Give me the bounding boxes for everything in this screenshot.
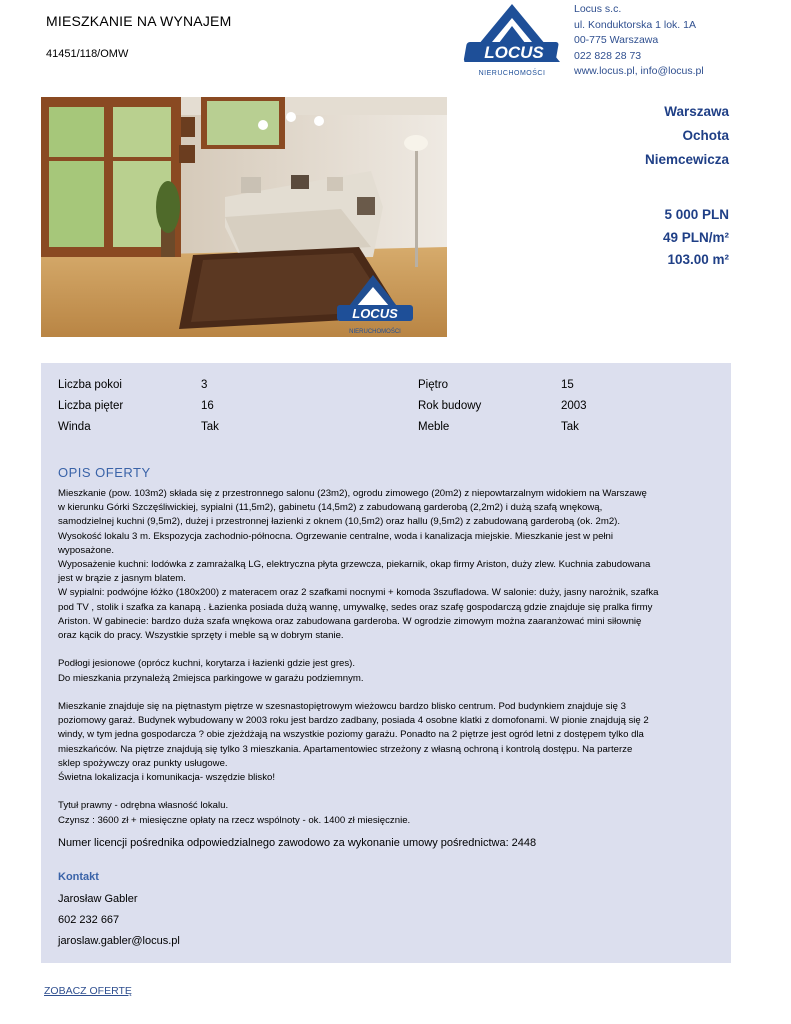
- param-value: 15: [561, 379, 574, 391]
- param-label: Liczba pokoi: [58, 379, 122, 391]
- contact-email[interactable]: jaroslaw.gabler@locus.pl: [58, 935, 180, 947]
- price-per-m2: 49 PLN/m²: [662, 229, 729, 245]
- contact-name: Jarosław Gabler: [58, 893, 138, 905]
- location-street: Niemcewicza: [644, 152, 729, 167]
- apartment-photo: [41, 97, 447, 337]
- agency-city: 00-775 Warszawa: [574, 34, 659, 46]
- agency-name: Locus s.c.: [574, 3, 622, 15]
- locus-logo: [460, 2, 564, 82]
- param-label: Winda: [58, 421, 91, 433]
- param-value: 16: [201, 400, 214, 412]
- param-value: Tak: [561, 421, 579, 433]
- param-label: Piętro: [418, 379, 449, 391]
- agency-web[interactable]: www.locus.pl, info@locus.pl: [574, 65, 704, 77]
- price-total: 5 000 PLN: [664, 207, 729, 222]
- description-paragraph: Podłogi jesionowe (oprócz kuchni, korytarza i łazienki gdzie jest gres). Do mieszkania przynależą 2miejsca parkingowe w garażu podziemnym.: [58, 658, 364, 684]
- description-heading: OPIS OFERTY: [58, 465, 151, 480]
- param-label: Liczba pięter: [58, 400, 124, 412]
- view-offer-link[interactable]: ZOBACZ OFERTĘ: [44, 985, 132, 997]
- param-label: Meble: [418, 421, 450, 433]
- price-block: [663, 204, 729, 272]
- description-paragraph: Tytuł prawny - odrębna własność lokalu. Czynsz : 3600 zł + miesięczne opłaty na rzecz wspólnoty - ok. 1400 zł miesięcznie.: [58, 800, 411, 826]
- licence-number: Numer licencji pośrednika odpowiedzialnego zawodowo za wykonanie umowy pośrednictwa: 2448: [58, 837, 537, 849]
- description-text: [58, 487, 718, 842]
- svg-text:NIERUCHOMOŚCI: NIERUCHOMOŚCI: [349, 329, 401, 335]
- location-city: Warszawa: [664, 104, 729, 119]
- area: 103.00 m²: [667, 252, 729, 267]
- description-paragraph: Mieszkanie znajduje się na piętnastym piętrze w szesnastopiętrowym wieżowcu bardzo blisko centrum. Pod budynkiem znajduje się 3 poziomowy garaż. Budynek wybudowany w 2003 roku jest bardzo zadbany, posiada 4 osobne klatki z domofonami. W pionie znajdują się 2 windy, w tym jedna gospodarcza ? obie zjeżdżają na wszystkie poziomy garażu. Ponadto na 2 piętrze jest ogród letni z dostępem tylko dla mieszkańców. Na piętrze znajdują się tylko 3 mieszkania. Apartamentowiec strzeżony z własną ochroną i kontrolą dostępu. Na parterze sklep spożywczy oraz punkty usługowe. Świetna lokalizacja i komunikacja- wszędzie blisko!: [58, 701, 649, 784]
- location-district: Ochota: [682, 128, 729, 143]
- listing-title: MIESZKANIE NA WYNAJEM: [46, 13, 232, 29]
- listing-reference: 41451/118/OMW: [46, 48, 129, 60]
- agency-phone: 022 828 28 73: [574, 49, 642, 62]
- contact-heading: Kontakt: [58, 871, 99, 883]
- contact-phone[interactable]: 602 232 667: [58, 914, 120, 926]
- param-value: Tak: [201, 421, 219, 433]
- param-value: 2003: [561, 400, 587, 412]
- param-value: 3: [201, 379, 208, 391]
- location-block: [645, 100, 729, 172]
- svg-text:LOCUS: LOCUS: [484, 43, 544, 62]
- details-panel: [41, 363, 731, 963]
- svg-text:NIERUCHOMOŚCI: NIERUCHOMOŚCI: [478, 70, 546, 77]
- param-label: Rok budowy: [418, 400, 482, 412]
- agency-street: ul. Konduktorska 1 lok. 1A: [574, 18, 696, 31]
- description-paragraph: Mieszkanie (pow. 103m2) składa się z przestronnego salonu (23m2), ogrodu zimowego (20m2) z niepowtarzalnym widokiem na Warszawę w kierunku Górki Szczęśliwickiej, sypialni (11,5m2), gabinetu (14,5m2) z zabudowaną garderobą (2,2m2) i dużą szafą wnękową, samodzielnej kuchni (9,5m2), dużej i przestronnej łazienki z oknem (10,5m2) oraz hallu (9,5m2) z zabudowaną garderobą (ok. 2m2). Wysokość lokalu 3 m. Ekspozycja zachodnio-północna. Ogrzewanie centralne, woda i kanalizacja miejskie. Mieszkanie jest w pełni wyposażone. Wyposażenie kuchni: lodówka z zamrażalką LG, elektryczna płyta grzewcza, piekarnik, okap firmy Ariston, duży zlew. Kuchnia zabudowana jest w brązie z jasnym blatem. W sypialni: podwójne łóżko (180x200) z materacem oraz 2 szafkami nocnymi + komoda 3szufladowa. W salonie: duży, jasny narożnik, szafka pod TV , stolik i szafka za kanapą . Łazienka posiada dużą wannę, umywalkę, sedes oraz szafę gospodarczą gdzie znajduje się pralka firmy Ariston. W gabinecie: bardzo duża szafa wnękowa oraz zabudowana garderoba. W ogrodzie zimowym można zaaranżować mini siłownię oraz kącik do pracy. Wszystkie sprzęty i meble są w dobrym stanie.: [58, 488, 659, 642]
- svg-text:LOCUS: LOCUS: [352, 306, 398, 321]
- agency-contact: [574, 2, 704, 80]
